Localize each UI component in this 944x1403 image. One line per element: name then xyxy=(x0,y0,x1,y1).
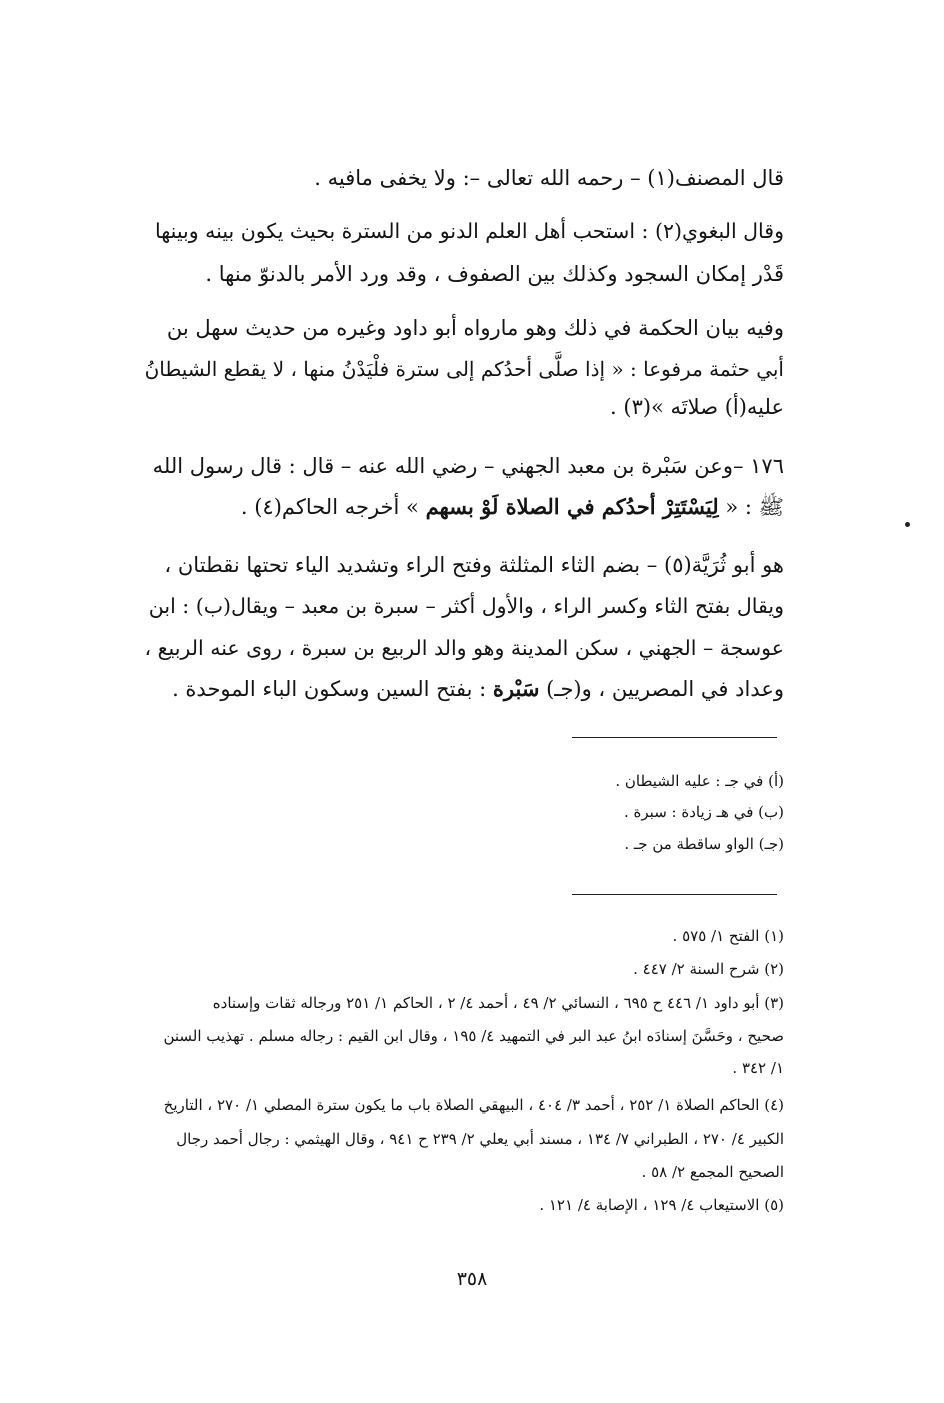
paragraph-2-line: وقال البغوي(٢) : استحب أهل العلم الدنو من السترة بحيث يكون بينه وبينها xyxy=(154,219,784,243)
footnote-line: (١) الفتح ١/ ٥٧٥ . xyxy=(672,927,784,945)
hadith-takhrij: » أخرجه الحاكم(٤) . xyxy=(240,495,426,519)
footnote-line: (٢) شرح السنة ٢/ ٤٤٧ . xyxy=(633,960,784,978)
footnote-line: ١/ ٣٤٢ . xyxy=(732,1059,784,1077)
paragraph-3-line: أبي حثمة مرفوعا : « إذا صلَّى أحدُكم إلى سترة فلْيَدْنُ منها ، لا يقطع الشيطانُ xyxy=(144,357,784,381)
variant-note: (ب) في هـ زيادة : سبرة . xyxy=(624,803,784,821)
footnote-line: صحيح ، وحَسَّنَ إسنادَه ابنُ عبد البر في التمهيد ٤/ ١٩٥ ، وقال ابن القيم : رجاله مسلم . تهذيب السنن xyxy=(163,1027,784,1045)
paragraph-3-line: وفيه بيان الحكمة في ذلك وهو مارواه أبو داود وغيره من حديث سهل بن xyxy=(166,316,784,340)
footnote-line: الصحيح المجمع ٢/ ٥٨ . xyxy=(641,1163,784,1181)
page-number: ٣٥٨ xyxy=(456,1268,488,1290)
margin-dot xyxy=(905,522,910,527)
footnote-line: (٥) الاستيعاب ٤/ ١٢٩ ، الإصابة ٤/ ١٢١ . xyxy=(539,1196,784,1214)
footnote-line: (٤) الحاكم الصلاة ١/ ٢٥٢ ، أحمد ٣/ ٤٠٤ ، البيهقي الصلاة باب ما يكون سترة المصلي ١/ ٢٧٠ ، التاريخ xyxy=(163,1096,784,1114)
variant-note: (أ) في جـ : عليه الشيطان . xyxy=(615,772,784,790)
paragraph-3-line: عليه(أ) صلاتَه »(٣) . xyxy=(610,395,784,419)
biography-text-end: : بفتح السين وسكون الباء الموحدة . xyxy=(172,677,493,701)
variant-note: (جـ) الواو ساقطة من جـ . xyxy=(624,835,784,853)
footnotes xyxy=(124,0,784,1230)
hadith-matn: لِيَسْتَتِرْ أحدُكم في الصلاة لَوْ بسهم xyxy=(425,494,719,519)
hadith-line-1: ١٧٦ –وعن سَبْرة بن معبد الجهني – رضي الله عنه – قال : قال رسول الله xyxy=(152,454,784,478)
biography-name: سَبْرة xyxy=(492,676,540,701)
paragraph-2-line: قَدْر إمكان السجود وكذلك بين الصفوف ، وقد ورد الأمر بالدنوّ منها . xyxy=(205,262,784,286)
biography-line: عوسجة – الجهني ، سكن المدينة وهو والد الربيع بن سبرة ، روى عنه الربيع ، xyxy=(144,636,784,660)
hadith-intro: ﷺ : « xyxy=(718,495,784,519)
biography-line: هو أبو ثُرَيَّة(٥) – بضم الثاء المثلثة وفتح الراء وتشديد الياء تحتها نقطتان ، xyxy=(164,553,784,577)
biography-text: وعداد في المصريين ، و(جـ) xyxy=(539,677,784,701)
footnote-line: (٣) أبو داود ١/ ٤٤٦ ح ٦٩٥ ، النسائي ٢/ ٤٩ ، أحمد ٤/ ٢ ، الحاكم ١/ ٢٥١ ورجاله ثقات وإسناده xyxy=(212,994,784,1012)
footnote-line: الكبير ٤/ ٢٧٠ ، الطبراني ٧/ ١٣٤ ، مسند أبي يعلي ٢/ ٢٣٩ ح ٩٤١ ، وقال الهيثمي : رجال أحمد رجال xyxy=(176,1130,784,1148)
biography-line: ويقال بفتح الثاء وكسر الراء ، والأول أكثر – سبرة بن معبد – ويقال(ب) : ابن xyxy=(148,594,784,618)
paragraph-1-line: قال المصنف(١) – رحمه الله تعالى –: ولا يخفى مافيه . xyxy=(314,166,784,190)
